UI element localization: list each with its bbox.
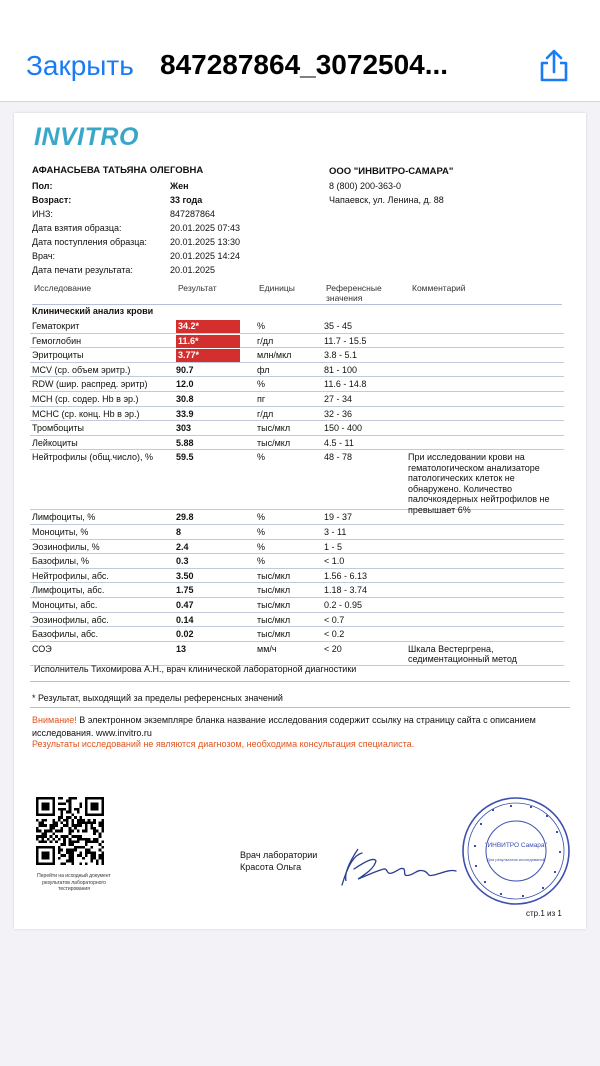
info-key: Возраст: <box>32 195 72 205</box>
test-unit: % <box>257 321 266 331</box>
test-unit: % <box>257 541 266 552</box>
test-reference: 0.2 - 0.95 <box>324 599 363 610</box>
test-name: Лейкоциты <box>32 437 78 448</box>
notice-text: В электронном экземпляре бланка название исследования содержит ссылку на страницу сайта с описанием исследования. www.invitro.ru <box>32 715 536 738</box>
close-button[interactable]: Закрыть <box>26 50 134 81</box>
test-unit: тыс/мкл <box>257 629 291 640</box>
info-value: 20.01.2025 07:43 <box>170 223 241 233</box>
test-name: MCH (ср. содер. Hb в эр.) <box>32 393 139 404</box>
test-reference: 27 - 34 <box>324 393 353 404</box>
page-number: стр.1 из 1 <box>526 909 562 918</box>
info-row <box>32 263 322 277</box>
test-reference: 19 - 37 <box>324 512 353 523</box>
test-unit: млн/мкл <box>257 350 292 361</box>
test-reference: 11.7 - 15.5 <box>324 335 367 346</box>
test-reference: 4.5 - 11 <box>324 437 354 448</box>
test-name: Моноциты, абс. <box>32 599 98 610</box>
info-key: Дата поступления образца: <box>32 237 147 247</box>
info-value: Жен <box>170 181 189 191</box>
test-reference: 1.18 - 3.74 <box>324 585 368 596</box>
test-unit: % <box>257 512 266 523</box>
test-name: Тромбоциты <box>32 423 85 434</box>
info-row <box>32 179 322 193</box>
test-result: 303 <box>176 423 192 434</box>
table-row <box>30 377 564 392</box>
table-row <box>30 627 564 642</box>
table-row <box>30 540 564 555</box>
doctor-role: Врач лаборатории <box>240 850 318 860</box>
test-result: 0.14 <box>176 614 194 625</box>
test-result: 11.6* <box>176 335 240 348</box>
header-comment: Комментарий <box>412 283 466 293</box>
test-name: MCHC (ср. конц. Hb в эр.) <box>32 408 140 419</box>
navigation-bar <box>0 0 600 102</box>
test-result: 30.8 <box>176 393 194 404</box>
test-unit: % <box>257 556 266 567</box>
table-row <box>30 348 564 363</box>
table-row <box>30 554 564 569</box>
test-reference: < 0.7 <box>324 614 345 625</box>
test-result: 8 <box>176 526 182 537</box>
test-result: 29.8 <box>176 512 194 523</box>
test-unit: г/дл <box>257 408 274 419</box>
header-test: Исследование <box>34 283 92 293</box>
header-ref-2: значения <box>326 293 363 303</box>
test-name: Моноциты, % <box>32 526 89 537</box>
header-result: Результат <box>178 283 217 293</box>
footnote: * Результат, выходящий за пределы референсных значений <box>32 693 283 703</box>
notice-warning: Внимание! <box>32 715 77 725</box>
divider <box>30 681 570 682</box>
test-result: 12.0 <box>176 379 194 390</box>
disclaimer: Результаты исследований не являются диагнозом, необходима консультация специалиста. <box>32 739 415 749</box>
table-row <box>30 407 564 422</box>
org-phone: 8 (800) 200-363-0 <box>329 181 402 191</box>
test-result: 0.3 <box>176 556 189 567</box>
test-unit: % <box>257 526 266 537</box>
test-name: Гемоглобин <box>32 335 82 346</box>
test-name: Лимфоциты, % <box>32 512 96 523</box>
divider <box>30 707 570 708</box>
info-row <box>32 235 322 249</box>
info-value: 847287864 <box>170 209 216 219</box>
table-row <box>30 525 564 540</box>
official-stamp <box>460 795 572 907</box>
test-unit: пг <box>257 393 266 404</box>
header-ref-1: Референсные <box>326 283 382 293</box>
info-row <box>32 193 322 207</box>
header-units: Единицы <box>259 283 295 293</box>
lab-report-page <box>14 113 586 929</box>
table-row <box>30 583 564 598</box>
invitro-logo: INVITRO <box>34 123 139 151</box>
table-row <box>30 421 564 436</box>
table-row <box>30 319 564 334</box>
test-result: 59.5 <box>176 452 194 463</box>
performer: Исполнитель Тихомирова А.Н., врач клинической лабораторной диагностики <box>34 664 357 674</box>
test-comment: Шкала Вестергрена, седиментационный метод <box>408 643 517 665</box>
test-result: 13 <box>176 643 187 654</box>
test-name: Базофилы, % <box>32 556 89 567</box>
table-row <box>30 334 564 349</box>
table-row <box>30 450 564 515</box>
table-row <box>30 613 564 628</box>
info-value: 20.01.2025 14:24 <box>170 251 241 261</box>
info-row <box>32 207 322 221</box>
test-unit: % <box>257 452 266 463</box>
test-unit: фл <box>257 364 270 375</box>
qr-code[interactable] <box>36 797 104 865</box>
test-result: 0.02 <box>176 629 194 640</box>
test-name: RDW (шир. распред. эритр) <box>32 379 148 390</box>
section-title: Клинический анализ крови <box>32 306 154 316</box>
test-name: Эозинофилы, абс. <box>32 614 109 625</box>
table-row <box>30 392 564 407</box>
results-table-header <box>32 283 562 305</box>
test-result: 1.75 <box>176 585 194 596</box>
test-name: СОЭ <box>32 643 52 654</box>
test-reference: 3 - 11 <box>324 526 347 537</box>
test-reference: < 0.2 <box>324 629 345 640</box>
info-row <box>32 221 322 235</box>
test-name: Лимфоциты, абс. <box>32 585 105 596</box>
notice <box>32 714 572 740</box>
test-comment: При исследовании крови на гематологическом анализаторе патологических клеток не обнаружено. Количество палочкоядерных нейтрофилов не превышает 6% <box>408 452 550 515</box>
info-value: 33 года <box>170 195 203 205</box>
test-unit: тыс/мкл <box>257 437 291 448</box>
share-icon[interactable] <box>534 46 574 86</box>
test-unit: тыс/мкл <box>257 599 291 610</box>
doctor-name: Красота Ольга <box>240 862 302 872</box>
info-key: Пол: <box>32 181 53 191</box>
test-reference: 81 - 100 <box>324 364 358 375</box>
test-result: 34.2* <box>176 320 240 333</box>
test-result: 33.9 <box>176 408 194 419</box>
test-reference: 11.6 - 14.8 <box>324 379 367 390</box>
info-key: Дата взятия образца: <box>32 223 122 233</box>
patient-name: АФАНАСЬЕВА ТАТЬЯНА ОЛЕГОВНА <box>32 165 204 176</box>
info-value: 20.01.2025 13:30 <box>170 237 241 247</box>
test-name: Эритроциты <box>32 350 84 361</box>
table-row <box>30 363 564 378</box>
test-result: 3.77* <box>176 349 240 362</box>
info-key: ИНЗ: <box>32 209 53 219</box>
test-reference: 35 - 45 <box>324 321 353 331</box>
test-reference: < 1.0 <box>324 556 345 567</box>
org-address: Чапаевск, ул. Ленина, д. 88 <box>329 195 444 205</box>
doctor-block <box>240 849 317 873</box>
results-table <box>30 319 564 666</box>
test-reference: 3.8 - 5.1 <box>324 350 358 361</box>
test-name: Эозинофилы, % <box>32 541 100 552</box>
stamp-center-text: "ИНВИТРО Самара" <box>485 842 547 849</box>
test-unit: г/дл <box>257 335 274 346</box>
test-reference: 1.56 - 6.13 <box>324 570 368 581</box>
test-result: 0.47 <box>176 599 194 610</box>
patient-info <box>32 179 322 277</box>
signature <box>314 835 464 895</box>
test-result: 5.88 <box>176 437 194 448</box>
qr-caption: Перейти на исходный документ результатов лабораторного тестирования <box>37 873 111 892</box>
stamp-sub-text: Для результатов исследований <box>487 857 545 862</box>
info-key: Врач: <box>32 251 56 261</box>
test-reference: 48 - 78 <box>324 452 353 463</box>
test-result: 90.7 <box>176 364 194 375</box>
table-row <box>30 642 564 666</box>
table-row <box>30 510 564 525</box>
test-result: 3.50 <box>176 570 194 581</box>
test-reference: < 20 <box>324 643 342 654</box>
org-name: ООО "ИНВИТРО-САМАРА" <box>329 166 454 177</box>
test-name: Нейтрофилы, абс. <box>32 570 109 581</box>
test-unit: тыс/мкл <box>257 423 291 434</box>
table-row <box>30 436 564 451</box>
test-unit: тыс/мкл <box>257 614 291 625</box>
test-name: MCV (ср. объем эритр.) <box>32 364 131 375</box>
document-title: 847287864_3072504... <box>160 49 449 80</box>
test-name: Гематокрит <box>32 321 80 331</box>
test-result: 2.4 <box>176 541 189 552</box>
test-unit: тыс/мкл <box>257 585 291 596</box>
test-unit: мм/ч <box>257 643 277 654</box>
test-reference: 32 - 36 <box>324 408 353 419</box>
table-row <box>30 569 564 584</box>
test-name: Нейтрофилы (общ.число), % <box>32 452 153 463</box>
lab-organization <box>329 165 453 207</box>
info-key: Дата печати результата: <box>32 265 133 275</box>
test-unit: тыс/мкл <box>257 570 291 581</box>
test-name: Базофилы, абс. <box>32 629 99 640</box>
test-reference: 1 - 5 <box>324 541 343 552</box>
table-row <box>30 598 564 613</box>
test-reference: 150 - 400 <box>324 423 363 434</box>
info-value: 20.01.2025 <box>170 265 216 275</box>
info-row <box>32 249 322 263</box>
test-unit: % <box>257 379 266 390</box>
